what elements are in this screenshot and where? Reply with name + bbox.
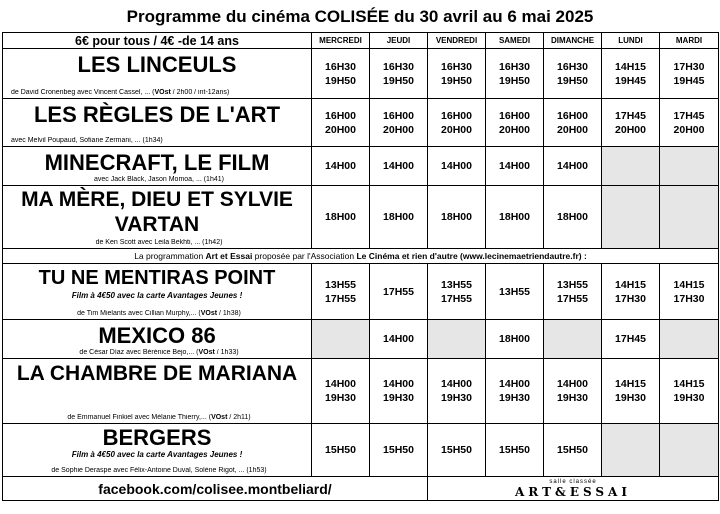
film-credits: de César Díaz avec Bérénice Bejo,... (VOst / 1h33) — [79, 349, 239, 356]
film-credits: de David Cronenbeg avec Vincent Cassel, ... (VOst / 2h00 / int-12ans) — [11, 89, 230, 96]
showtime-value: 15H50 — [383, 444, 414, 456]
showtime — [486, 320, 544, 359]
showtime-value: 18H00 — [383, 211, 414, 223]
showtime — [312, 424, 370, 477]
showtime — [312, 359, 370, 424]
showtime — [370, 264, 428, 320]
showtime — [544, 424, 602, 477]
showtime-value: 17H45 — [673, 109, 705, 122]
film-cell — [3, 359, 312, 424]
film-promo-note: Film à 4€50 avec la carte Avantages Jeunes ! — [71, 291, 243, 300]
film-credits: avec Melvil Poupaud, Sofiane Zermani, ... (1h34) — [11, 137, 163, 144]
showtime-value: 18H00 — [499, 333, 530, 345]
showtime — [486, 424, 544, 477]
showtime-value: 19H30 — [383, 392, 414, 404]
showtime-value: 19H30 — [441, 392, 472, 404]
showtime — [370, 359, 428, 424]
showtime-value: 16H30 — [499, 60, 530, 73]
showtime — [428, 359, 486, 424]
day-header: SAMEDI — [486, 33, 544, 49]
film-row — [3, 264, 719, 320]
showtime — [428, 424, 486, 477]
showtime — [428, 320, 486, 359]
showtime — [312, 147, 370, 186]
showtime — [486, 49, 544, 99]
showtime-value: 14H15 — [615, 60, 646, 73]
showtime-value: 14H15 — [615, 378, 646, 390]
showtime — [544, 147, 602, 186]
showtime — [370, 424, 428, 477]
showtime-value: 20H00 — [673, 123, 705, 136]
film-credits: de Emmanuel Finkiel avec Mélanie Thierry,... (VOst / 2h11) — [67, 414, 251, 421]
showtime — [544, 320, 602, 359]
label-art-essai: ART&ESSAI — [515, 485, 631, 499]
showtime-value: 17H55 — [441, 292, 472, 305]
showtime-value: 16H00 — [325, 109, 356, 122]
showtime-value: 19H50 — [557, 74, 588, 87]
showtime-value: 13H55 — [499, 285, 530, 298]
film-row — [3, 424, 719, 477]
showtime — [312, 49, 370, 99]
film-row — [3, 49, 719, 99]
showtime — [428, 49, 486, 99]
film-title: LES RÈGLES DE L'ART — [33, 102, 281, 127]
showtime-value: 18H00 — [557, 211, 588, 223]
showtime — [602, 264, 660, 320]
showtime-value: 17H55 — [557, 292, 588, 305]
showtime-value: 20H00 — [441, 123, 472, 136]
showtime-value: 16H00 — [441, 109, 472, 122]
film-row — [3, 186, 719, 249]
film-title: LA CHAMBRE DE MARIANA — [16, 362, 298, 385]
showtime-value: 19H45 — [615, 74, 646, 87]
showtime-value: 19H30 — [673, 392, 705, 404]
showtime-value: 17H30 — [615, 292, 646, 305]
showtime-value: 15H50 — [441, 444, 472, 456]
showtime-value: 14H15 — [673, 378, 705, 390]
showtime-value: 14H00 — [441, 378, 472, 390]
day-header: MERCREDI — [312, 33, 370, 49]
showtime — [544, 99, 602, 147]
showtime-value: 16H30 — [441, 60, 472, 73]
showtime — [370, 147, 428, 186]
day-header: LUNDI — [602, 33, 660, 49]
showtime-value: 14H00 — [441, 160, 472, 172]
showtime — [660, 99, 719, 147]
showtime-value: 20H00 — [499, 123, 530, 136]
film-credits: de Ken Scott avec Leila Bekhti, ... (1h42) — [95, 239, 223, 246]
film-cell — [3, 99, 312, 147]
showtime — [370, 320, 428, 359]
showtime — [486, 359, 544, 424]
showtime — [602, 49, 660, 99]
showtime-value: 17H55 — [325, 292, 356, 305]
film-cell — [3, 424, 312, 477]
showtime-value: 14H00 — [557, 378, 588, 390]
showtime — [602, 99, 660, 147]
showtime — [312, 320, 370, 359]
showtime-value: 18H00 — [325, 211, 356, 223]
showtime-value: 14H00 — [383, 333, 414, 345]
showtime-value: 14H15 — [673, 278, 705, 291]
film-cell — [3, 147, 312, 186]
showtime-value: 15H50 — [325, 444, 356, 456]
film-title: MA MÈRE, DIEU ET SYLVIE VARTAN — [21, 188, 293, 236]
showtime — [660, 49, 719, 99]
showtime-value: 14H00 — [499, 378, 530, 390]
film-title: MINECRAFT, LE FILM — [44, 150, 270, 175]
showtime-value: 17H45 — [615, 333, 646, 345]
showtime-value: 17H30 — [673, 292, 705, 305]
film-row — [3, 320, 719, 359]
showtime — [602, 186, 660, 249]
showtime-value: 19H50 — [325, 74, 356, 87]
showtime-value: 14H15 — [615, 278, 646, 291]
film-title: TU NE MENTIRAS POINT — [38, 267, 276, 289]
showtime — [370, 99, 428, 147]
price-info: 6€ pour tous / 4€ -de 14 ans — [3, 33, 312, 49]
showtime — [602, 147, 660, 186]
page-title: Programme du cinéma COLISÉE du 30 avril au 6 mai 2025 — [126, 7, 594, 26]
film-cell — [3, 320, 312, 359]
day-header: JEUDI — [370, 33, 428, 49]
film-cell — [3, 49, 312, 99]
showtime — [660, 424, 719, 477]
showtime-value: 20H00 — [615, 123, 646, 136]
showtime-value: 18H00 — [499, 211, 530, 223]
showtime — [544, 359, 602, 424]
showtime-value: 14H00 — [325, 378, 356, 390]
showtime — [428, 186, 486, 249]
film-row — [3, 147, 719, 186]
showtime-value: 14H00 — [383, 160, 414, 172]
showtime — [428, 147, 486, 186]
showtime-value: 17H30 — [673, 60, 705, 73]
film-credits: avec Jack Black, Jason Momoa, ... (1h41) — [94, 176, 224, 183]
showtime — [602, 359, 660, 424]
showtime-value: 20H00 — [383, 123, 414, 136]
showtime-value: 16H00 — [557, 109, 588, 122]
film-title: MEXICO 86 — [98, 323, 216, 348]
showtime — [660, 186, 719, 249]
showtime-value: 19H30 — [325, 392, 356, 404]
showtime — [370, 186, 428, 249]
film-cell — [3, 186, 312, 249]
showtime — [544, 264, 602, 320]
film-row — [3, 359, 719, 424]
showtime — [312, 186, 370, 249]
showtime — [312, 264, 370, 320]
showtime-value: 17H55 — [383, 285, 414, 298]
cinema-program — [2, 2, 718, 510]
film-title: LES LINCEULS — [77, 52, 237, 77]
showtime-value: 20H00 — [557, 123, 588, 136]
film-credits: de Tim Mielants avec Cillian Murphy,... (VOst / 1h38) — [77, 310, 241, 317]
footer-row — [3, 477, 719, 501]
showtime — [486, 99, 544, 147]
showtime-value: 13H55 — [557, 278, 588, 291]
art-essai-label — [428, 477, 719, 501]
showtime — [370, 49, 428, 99]
art-essai-banner: La programmation Art et Essai proposée par l'Association Le Cinéma et rien d'autre (www.lecinemaetriendautre.fr) : — [3, 249, 719, 264]
showtime — [660, 147, 719, 186]
showtime-value: 16H30 — [383, 60, 414, 73]
showtime — [312, 99, 370, 147]
showtime-value: 13H55 — [441, 278, 472, 291]
showtime — [486, 186, 544, 249]
film-credits: de Sophie Deraspe avec Félix-Antoine Duval, Solène Rigot, ... (1h53) — [51, 467, 267, 474]
showtime-value: 19H45 — [673, 74, 705, 87]
showtime-value: 19H30 — [557, 392, 588, 404]
showtime — [602, 320, 660, 359]
facebook-link[interactable]: facebook.com/colisee.montbeliard/ — [3, 477, 428, 501]
showtime-value: 16H00 — [383, 109, 414, 122]
showtime-value: 16H00 — [499, 109, 530, 122]
showtime-value: 14H00 — [557, 160, 588, 172]
art-essai-banner-row — [3, 249, 719, 264]
showtime-value: 19H50 — [441, 74, 472, 87]
label-classee: salle classée — [549, 479, 597, 485]
schedule-table — [2, 32, 719, 501]
showtime — [428, 99, 486, 147]
showtime — [660, 359, 719, 424]
showtime — [428, 264, 486, 320]
film-cell — [3, 264, 312, 320]
showtime-value: 16H30 — [325, 60, 356, 73]
film-row — [3, 99, 719, 147]
showtime — [602, 424, 660, 477]
showtime — [486, 264, 544, 320]
showtime-value: 15H50 — [499, 444, 530, 456]
showtime-value: 14H00 — [325, 160, 356, 172]
showtime-value: 17H45 — [615, 109, 646, 122]
showtime-value: 19H50 — [499, 74, 530, 87]
showtime — [660, 320, 719, 359]
showtime-value: 13H55 — [325, 278, 356, 291]
showtime-value: 15H50 — [557, 444, 588, 456]
header-row — [3, 33, 719, 49]
showtime-value: 16H30 — [557, 60, 588, 73]
day-header: DIMANCHE — [544, 33, 602, 49]
day-header: VENDREDI — [428, 33, 486, 49]
film-title: BERGERS — [102, 425, 212, 450]
showtime — [486, 147, 544, 186]
showtime-value: 18H00 — [441, 211, 472, 223]
showtime-value: 19H50 — [383, 74, 414, 87]
showtime-value: 20H00 — [325, 123, 356, 136]
showtime-value: 19H30 — [499, 392, 530, 404]
showtime-value: 19H30 — [615, 392, 646, 404]
showtime — [544, 49, 602, 99]
day-header: MARDI — [660, 33, 719, 49]
showtime — [660, 264, 719, 320]
showtime-value: 14H00 — [499, 160, 530, 172]
showtime — [544, 186, 602, 249]
showtime-value: 14H00 — [383, 378, 414, 390]
film-promo-note: Film à 4€50 avec la carte Avantages Jeunes ! — [71, 450, 243, 459]
